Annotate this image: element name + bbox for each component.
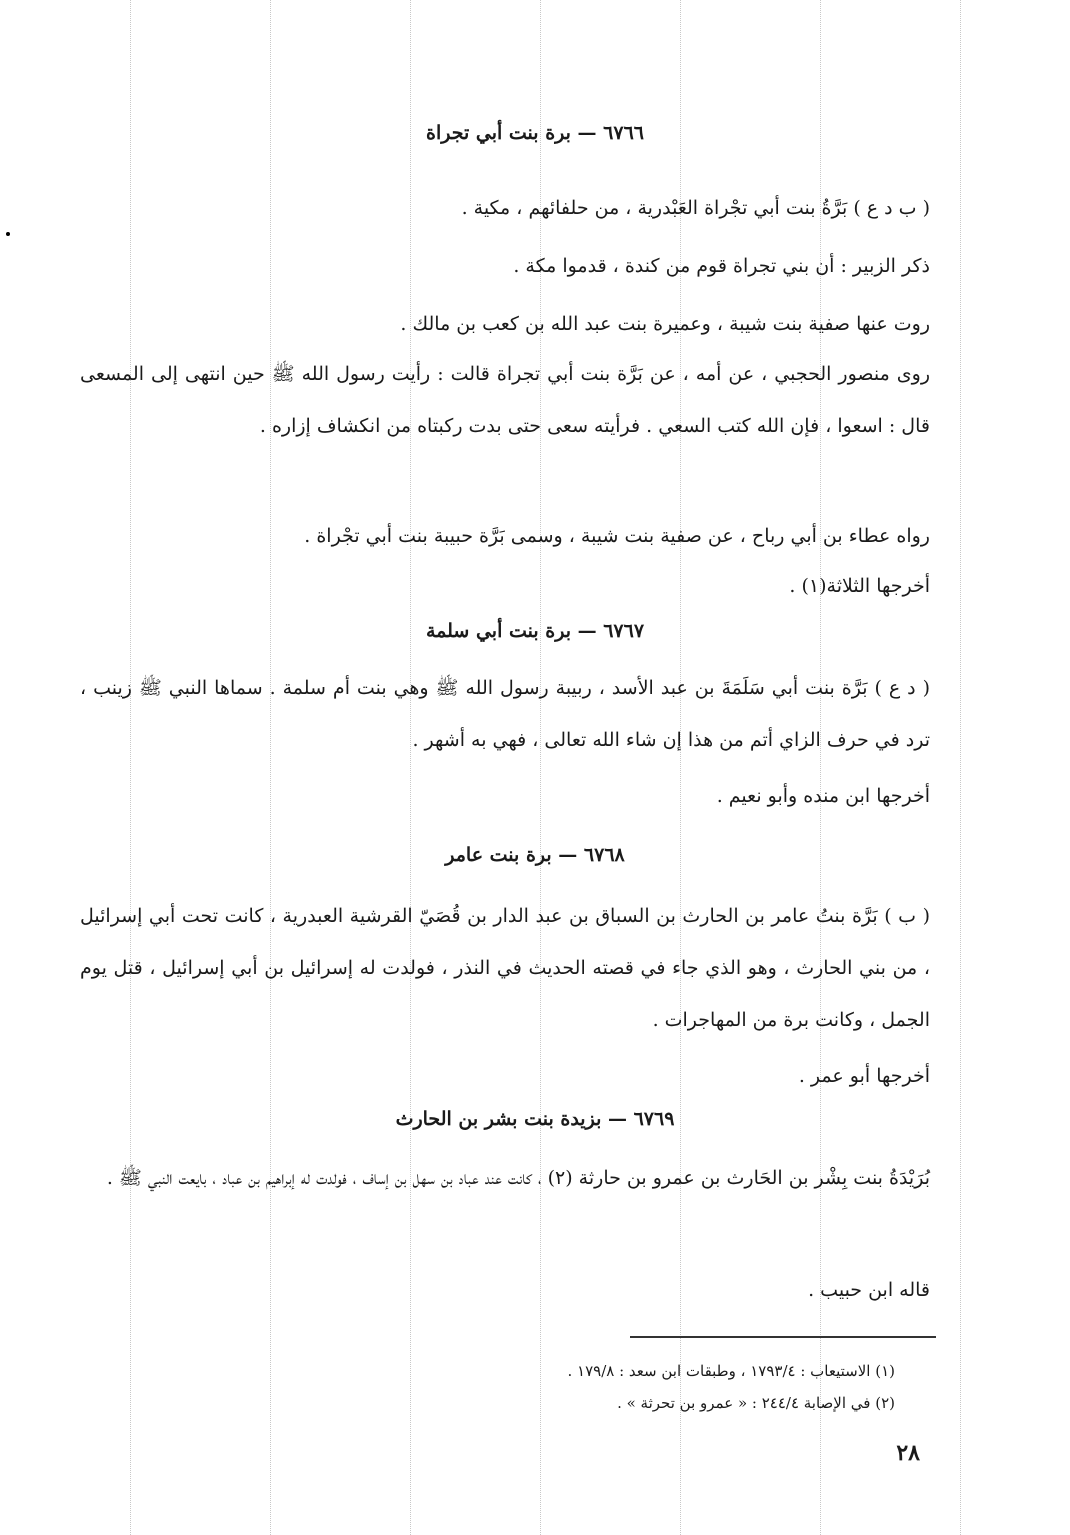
entry-heading: ٦٧٦٧ — برة بنت أبي سلمة	[425, 620, 645, 642]
entry-paragraph: ذكر الزبير : أن بني تجراة قوم من كندة ، قدموا مكة .	[513, 255, 930, 277]
footnote: (١) الاستيعاب : ١٧٩٣/٤ ، وطبقات ابن سعد : ١٧٩/٨ .	[567, 1362, 895, 1380]
entry-paragraph: روت عنها صفية بنت شيبة ، وعميرة بنت عبد الله بن كعب بن مالك .	[400, 313, 930, 335]
scan-guide-line	[130, 0, 131, 1535]
entry-paragraph: أخرجها الثلاثة(١) .	[789, 575, 930, 597]
entry-paragraph: ( ب د ع ) بَرَّةُ بنت أبي تجْراة العَبْدرية ، من حلفائهم ، مكية .	[461, 197, 930, 219]
scan-guide-line	[960, 0, 961, 1535]
entry-paragraph: ( ب ) بَرَّة بنتُ عامر بن الحارث بن السباق بن عبد الدار بن قُصَيّ القرشية العبدرية ، كانت تحت أبي إسرائيل ، من بني الحارث ، وهو الذي جاء في قصته الحديث في النذر ، فولدت له إسرائيل بن أبي إسرائيل ، قتل يوم الجمل ، وكانت برة من المهاجرات .	[80, 905, 930, 1031]
entry-heading: ٦٧٦٦ — برة بنت أبي تجراة	[426, 122, 644, 144]
scan-speck	[6, 232, 10, 236]
entry-heading: ٦٧٦٨ — برة بنت عامر	[445, 844, 625, 866]
entry-paragraph: أخرجها ابن منده وأبو نعيم .	[716, 785, 930, 807]
entry-paragraph: ( د ع ) بَرَّة بنت أبي سَلَمَةَ بن عبد الأسد ، ربيبة رسول الله ﷺ وهي بنت أم سلمة . سماها النبي ﷺ زينب ، ترد في حرف الزاي أتم من هذا إن شاء الله تعالى ، فهي به أشهر .	[80, 677, 930, 751]
entry-paragraph: رواه عطاء بن أبي رباح ، عن صفية بنت شيبة ، وسمى بَرَّة حبيبة بنت أبي تجْراة .	[304, 525, 930, 547]
page-number: ٢٨	[896, 1440, 920, 1466]
entry-paragraph: أخرجها أبو عمر .	[798, 1065, 930, 1087]
entry-paragraph: قاله ابن حبيب .	[808, 1279, 930, 1301]
footnote: (٢) في الإصابة ٢٤٤/٤ : « عمرو بن تحرثة » .	[617, 1394, 895, 1412]
entry-heading: ٦٧٦٩ — بزيدة بنت بشر بن الحارث	[395, 1108, 675, 1130]
footnote-divider	[630, 1336, 936, 1338]
entry-paragraph: روى منصور الحجبي ، عن أمه ، عن بَرَّة بنت أبي تجراة قالت : رأيت رسول الله ﷺ حين انتهى إلى المسعى قال : اسعوا ، فإن الله كتب السعي . فرأيته سعى حتى بدت ركبتاه من انكشاف إزاره .	[80, 363, 930, 437]
entry-paragraph: بُرَيْدَةُ بنت بِشْر بن الحَارث بن عمرو بن حارثة (٢) ، كانت عند عباد بن سهل بن إساف ، فولدت له إبراهيم بن عباد ، بايعت النبي ﷺ .	[106, 1167, 930, 1189]
